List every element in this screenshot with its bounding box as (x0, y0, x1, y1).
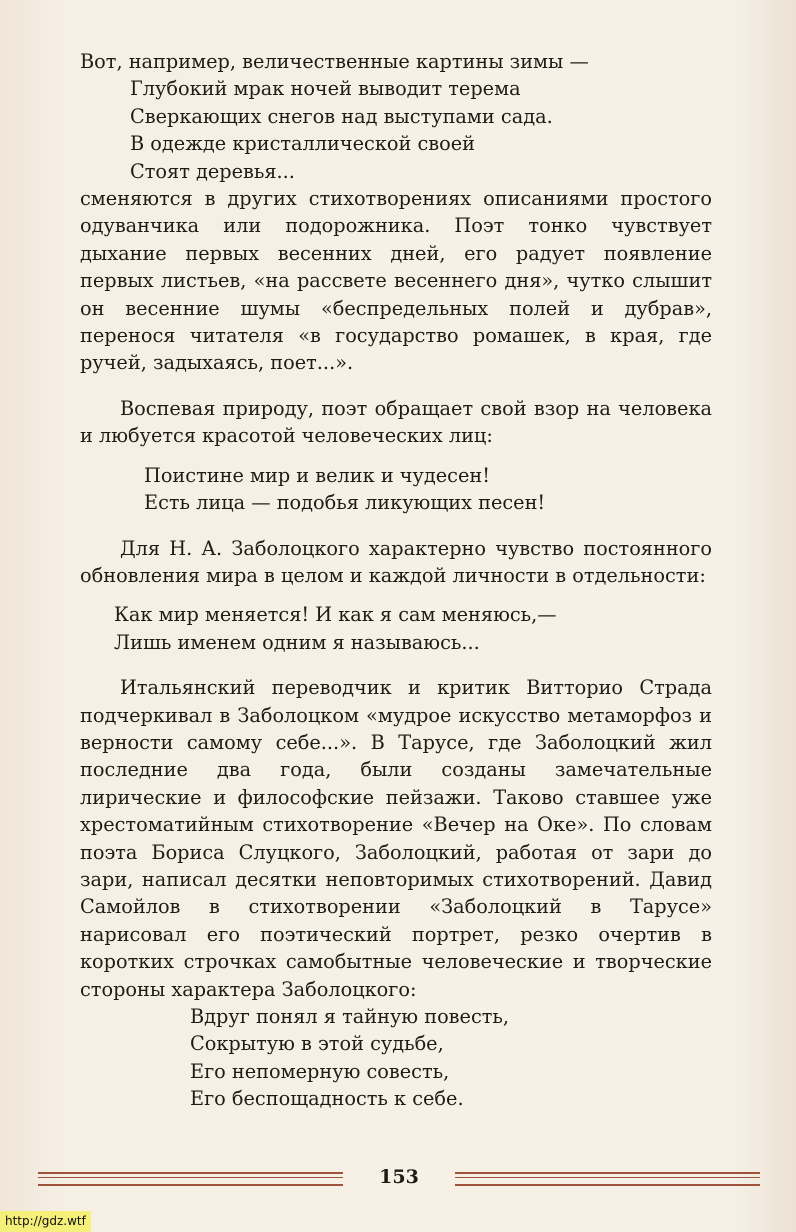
verse-line: Поистине мир и велик и чудесен! (144, 463, 490, 487)
verse-line: Его непомерную совесть, (190, 1059, 450, 1083)
paragraph-continuation: сменяются в других стихотворениях описаниями простого одуванчика или подорожника. Поэт тонко чувствует дыхание первых весенних дней, его радует появление первых листьев, «на рассвете весеннего дня», чутко слышит он весенние шумы «беспредельных полей и дубрав», перенося читателя «в государство ромашек, в края, где ручей, задыхаясь, поет...». (80, 187, 712, 375)
paragraph-lead: Вот, например, величественные картины зимы — (80, 50, 589, 73)
verse-line: Есть лица — подобья ликующих песен! (144, 491, 546, 515)
verse-faces (80, 462, 712, 517)
verse-line: В одежде кристаллической своей (130, 132, 476, 156)
footer-rule-left (38, 1172, 343, 1186)
verse-line: Как мир меняется! И как я сам меняюсь,— (114, 603, 557, 627)
verse-line: Его беспощадность к себе. (190, 1087, 464, 1111)
verse-line: Лишь именем одним я называюсь... (114, 630, 480, 654)
paragraph-people: Воспевая природу, поэт обращает свой взор на человека и любуется красотой человеческих лиц: (80, 396, 712, 448)
verse-samoilov (80, 1003, 712, 1113)
verse-winter (80, 75, 712, 185)
footer-rule-right (455, 1172, 760, 1186)
verse-line: Стоят деревья... (130, 159, 295, 183)
verse-line: Сверкающих снегов над выступами сада. (130, 104, 553, 128)
page-text (80, 48, 712, 1113)
verse-line: Вдруг понял я тайную повесть, (190, 1005, 510, 1028)
verse-line: Глубокий мрак ночей выводит терема (130, 77, 521, 101)
paragraph-renewal: Для Н. А. Заболоцкого характерно чувство постоянного обновления мира в целом и каждой личности в отдельности: (80, 536, 712, 587)
verse-change (80, 601, 712, 656)
page-footer (38, 1163, 760, 1191)
watermark-link[interactable]: http://gdz.wtf (0, 1211, 91, 1232)
verse-line: Сокрытую в этой судьбе, (190, 1032, 444, 1056)
paragraph-tarusa: Итальянский переводчик и критик Витторио Страда подчеркивал в Заболоцком «мудрое искусство метаморфоз и верности самому себе...». В Тарусе, где Заболоцкий жил последние два года, были созданы замечательные лирические и философские пейзажи. Таково ставшее уже хрестоматийным стихотворение «Вечер на Оке». По словам поэта Бориса Слуцкого, Заболоцкий, работая от зари до зари, написал десятки неповторимых стихотворений. Давид Самойлов в стихотворении «Заболоцкий в Тарусе» нарисовал его поэтический портрет, резко очертив в коротких строчках самобытные человеческие и творческие стороны характера Заболоцкого: (80, 676, 712, 1001)
page-number: 153 (379, 1166, 419, 1188)
